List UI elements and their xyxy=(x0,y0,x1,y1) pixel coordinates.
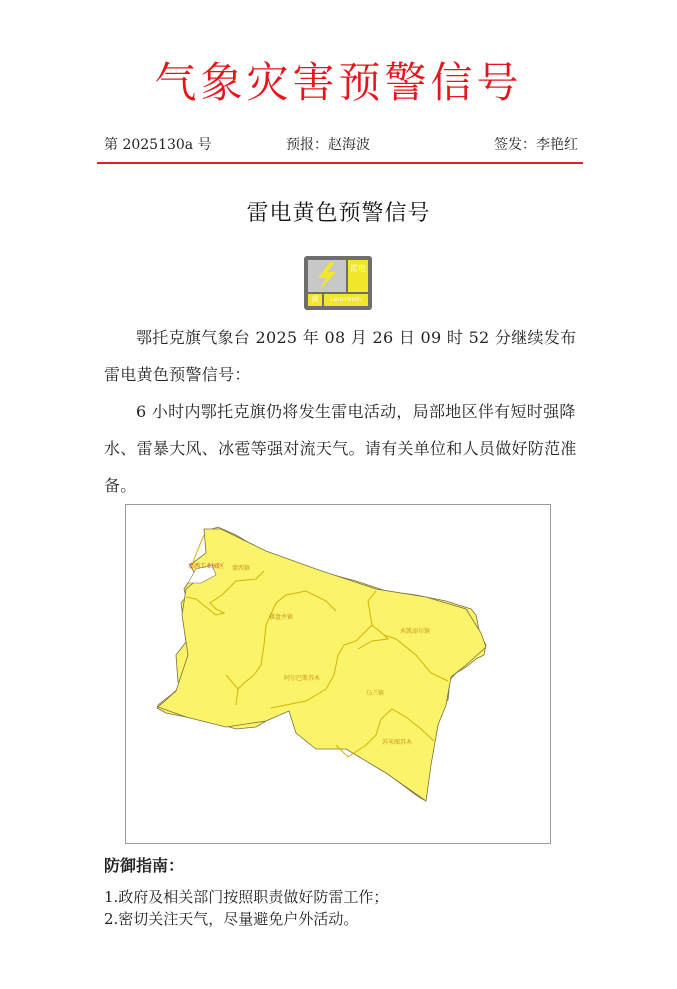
guidance-item: 2.密切关注天气，尽量避免户外活动。 xyxy=(104,910,359,928)
forecaster: 预报：赵海波 xyxy=(286,137,370,153)
signal-english-label: LIGHTNING xyxy=(324,294,368,306)
guidance-title: 防御指南： xyxy=(104,856,185,875)
signal-level-label: 黄 xyxy=(308,294,322,306)
map-label-muke-town: 木凯淖尔镇 xyxy=(400,628,431,635)
signal-title: 雷电黄色预警信号 xyxy=(246,201,431,226)
lightning-yellow-signal-icon xyxy=(304,256,372,310)
warning-area-map xyxy=(125,504,551,844)
map-label-qipanjing-town: 棋盘井镇 xyxy=(269,614,294,621)
region-map-svg xyxy=(126,505,552,845)
forecast-paragraph: 6 小时内鄂托克旗仍将发生雷电活动，局部地区伴有短时强降水、雷暴大风、冰雹等强对流天气。请有关单位和人员做好防范准备。 xyxy=(104,402,577,495)
map-label-wulan-town: 乌兰镇 xyxy=(366,690,385,697)
map-label-aerbasi-sumu: 阿尔巴斯苏木 xyxy=(284,675,321,682)
map-label-mengxi-town: 蒙西镇 xyxy=(232,565,251,572)
document-number: 第 2025130a 号 xyxy=(104,137,212,153)
guidance-item: 1.政府及相关部门按照职责做好防雷工作； xyxy=(104,888,389,906)
header-divider xyxy=(97,162,583,164)
issue-paragraph: 鄂托克旗气象台 2025 年 08 月 26 日 09 时 52 分继续发布雷电黄色预警信号： xyxy=(104,328,577,384)
document-title: 气象灾害预警信号 xyxy=(154,58,523,107)
map-label-mengxi-industrial: 蒙西工业园区 xyxy=(188,563,225,570)
map-label-sumitu-sumu: 苏米图苏木 xyxy=(382,739,413,746)
issuer: 签发：李艳红 xyxy=(494,137,578,153)
document-meta-row xyxy=(104,134,578,156)
signal-side-label: 雷电 xyxy=(348,260,368,292)
lightning-bolt-icon xyxy=(308,260,346,292)
